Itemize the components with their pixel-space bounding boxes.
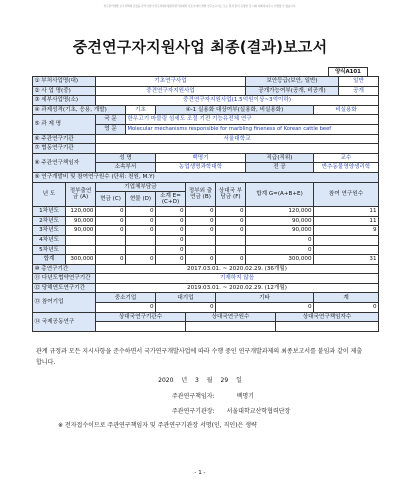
cost-cash: 0 — [96, 216, 126, 226]
page-number: - 1 - — [194, 470, 206, 476]
large-corp-header: 대기업 — [156, 293, 216, 303]
cost-total: 0 — [246, 235, 314, 245]
cost-other: 0 — [216, 216, 246, 226]
lead-institution-label: ⑥ 주관연구기관 — [33, 134, 96, 144]
row-co-institution — [33, 144, 379, 154]
korean-title-value: 한우고기 마블링 섬세도 조절 기전 기능유전체 연구 — [126, 115, 379, 125]
sme-header: 중소기업 — [96, 293, 156, 303]
cost-year: 2차년도 — [33, 216, 66, 226]
cost-other: 0 — [216, 226, 246, 236]
cost-people: 9 — [314, 226, 379, 236]
cost-cash — [96, 235, 126, 245]
project-type-value: 기초 — [126, 105, 156, 115]
cost-gov — [66, 245, 96, 255]
cost-subtotal: 0 — [156, 216, 186, 226]
large-corp-value: 0 — [156, 303, 216, 313]
cost-gov: 90,000 — [66, 216, 96, 226]
header-note: 연구관리개발 보고서해제 표명을 관리기관이 연구과제수행결과관리과제의 기조사에서 개발 연구보고서는 또는 결과 말이 유명한 것 이외 제외하여주시 수행할 수 없습니다. — [103, 5, 297, 8]
disclosure-value: 공개 — [339, 86, 379, 96]
multiyear-period-value: 기재하지 않음 — [96, 274, 379, 284]
row-pi-name — [33, 153, 379, 163]
cost-local: 0 — [186, 226, 216, 236]
cash-header: 현금 (C) — [96, 192, 126, 207]
partner-researcher-value — [186, 322, 276, 332]
cost-inkind: 0 — [126, 207, 156, 217]
cost-people: 11 — [314, 207, 379, 217]
sum-total: 300,000 — [246, 255, 314, 265]
pi-major-label: 전 공 — [246, 163, 314, 173]
pi-label: ⑧ 주관연구책임자 — [33, 153, 96, 172]
cost-local — [186, 235, 216, 245]
row-current-period — [33, 283, 379, 293]
pi-signature-label: 주관연구책임자: — [172, 393, 215, 400]
row-lead-institution — [33, 134, 379, 144]
institution-signature-line — [172, 406, 290, 415]
cost-total: 90,000 — [246, 226, 314, 236]
partner-institution-header: 상대국연구기관수 — [96, 312, 186, 322]
cost-total: 0 — [246, 245, 314, 255]
row-cost-section — [33, 172, 379, 182]
pi-dept-label: 소속부서 — [96, 163, 156, 173]
date-month: 3 — [195, 377, 199, 384]
lead-institution-value: 서울대학교 — [96, 134, 379, 144]
ministry-program-label: ① 부처사업명(대) — [33, 77, 96, 87]
cost-gov: 90,000 — [66, 226, 96, 236]
cost-total: 120,000 — [246, 207, 314, 217]
sme-value: 0 — [96, 303, 156, 313]
partner-pi-header: 상대국연구책임자수 — [276, 312, 379, 322]
footnote: ※ 전자접수이므로 주관연구책임자 및 주관연구기관장 서명(인, 직인)은 생략 — [58, 422, 257, 429]
cost-gov: 120,000 — [66, 207, 96, 217]
subtotal-header: 소계 E=(C+D) — [156, 192, 186, 207]
participating-label: ⑬ 참여기업 — [33, 293, 96, 312]
row-cost-header-1 — [33, 182, 379, 192]
sum-cash: 0 — [96, 255, 126, 265]
cost-row — [33, 207, 379, 217]
security-level-label: 보안등급(보안, 일반) — [246, 77, 339, 87]
partner-pi-value — [276, 322, 379, 332]
multiyear-period-label: ⑪ 다년도협약연구기간 — [33, 274, 96, 284]
pi-position-label: 직급(직위) — [246, 153, 314, 163]
pi-signature-name: 백명기 — [236, 393, 254, 400]
total-header: 합계 G=(A+B+E) — [246, 182, 314, 207]
cost-inkind: 0 — [126, 226, 156, 236]
cost-row — [33, 226, 379, 236]
gov-header: 정부출연금 (A) — [66, 182, 96, 207]
sum-subtotal: 0 — [156, 255, 186, 265]
cost-year: 3차년도 — [33, 226, 66, 236]
cost-row — [33, 216, 379, 226]
corp-header: 기업체부담금 — [96, 182, 186, 192]
year-header: 년 도 — [33, 182, 66, 207]
cost-other: 0 — [216, 207, 246, 217]
cost-subtotal: 0 — [156, 245, 186, 255]
corp-total-value: 0 — [314, 303, 379, 313]
cost-year: 4차년도 — [33, 235, 66, 245]
local-header: 정부외 출연금 (B) — [186, 182, 216, 207]
row-ministry-program — [33, 77, 379, 87]
pi-dept-value: 농업생명과학대학 — [156, 163, 246, 173]
cost-cash: 0 — [96, 207, 126, 217]
form-label: 양식A101 — [328, 67, 368, 77]
disclosure-label: 공개가능여부(공개, 비공개) — [246, 86, 339, 96]
row-participating-header — [33, 293, 379, 303]
project-type-label: ④ 과제성격(기초, 응용, 개발) — [33, 105, 126, 115]
practical-use-value: 비실용화 — [314, 105, 379, 115]
english-title-value: Molecular mechanisms responsible for marbling fineness of Korean cattle beef — [126, 124, 379, 134]
cost-cash — [96, 245, 126, 255]
co-institution-label: ⑦ 협동연구기관 — [33, 144, 96, 154]
date-year: 2020 — [158, 377, 174, 384]
security-level-value: 일반 — [339, 77, 379, 87]
cost-inkind: 0 — [126, 216, 156, 226]
inkind-header: 현물 (D) — [126, 192, 156, 207]
corp-total-header: 계 — [314, 293, 379, 303]
pi-name-value: 백명기 — [156, 153, 246, 163]
cost-cash: 0 — [96, 226, 126, 236]
row-program-name — [33, 86, 379, 96]
english-title-label: 영 문 — [96, 124, 126, 134]
cost-other — [216, 245, 246, 255]
current-period-value: 2019.03.01. ~ 2020.02.29. (12개월) — [96, 283, 379, 293]
cost-subtotal: 0 — [156, 226, 186, 236]
program-name-label: ② 사 업 명(중) — [33, 86, 96, 96]
row-project-title-kr — [33, 115, 379, 125]
cost-year: 1차년도 — [33, 207, 66, 217]
row-intl-header — [33, 312, 379, 322]
pi-name-label: 성 명 — [96, 153, 156, 163]
sum-other: 0 — [216, 255, 246, 265]
cost-people — [314, 235, 379, 245]
current-period-label: ⑫ 당해연도연구기간 — [33, 283, 96, 293]
sum-gov: 300,000 — [66, 255, 96, 265]
institution-signature-label: 주관연구기관장: — [172, 408, 215, 415]
cost-people — [314, 245, 379, 255]
practical-use-label: ④-1 실용화 대상여부(실용화, 비실용화) — [156, 105, 314, 115]
cost-total: 90,000 — [246, 216, 314, 226]
cost-year: 5차년도 — [33, 245, 66, 255]
cost-section-label: ⑨ 연구개발비 및 참여연구원수 (단위: 천원, M.Y) — [33, 172, 379, 182]
cost-row — [33, 245, 379, 255]
date-month-unit: 월 — [206, 377, 213, 384]
partner-researcher-header: 상대국연구원수 — [186, 312, 276, 322]
sub-program-label: ③ 세부사업명(소) — [33, 96, 96, 106]
cost-inkind — [126, 245, 156, 255]
institution-signature-name: 서울대학교산학협력단장 — [226, 408, 291, 415]
sum-year: 합계 — [33, 255, 66, 265]
date-day-unit: 일 — [236, 377, 242, 384]
pi-signature-line — [172, 391, 254, 400]
cost-local: 0 — [186, 216, 216, 226]
cost-subtotal: 0 — [156, 207, 186, 217]
sum-inkind: 0 — [126, 255, 156, 265]
co-institution-value — [96, 144, 379, 154]
partner-institution-value — [96, 322, 186, 332]
submission-date — [0, 375, 400, 384]
submission-statement: 관계 규정과 모든 지시사항을 준수하면서 국가연구개발사업에 따라 수행 중인 연구개발과제의 최종보고서를 붙임과 같이 제출 합니다. — [36, 348, 363, 366]
intl-label: ⑭ 국제공동연구 — [33, 312, 96, 331]
cost-people: 11 — [314, 216, 379, 226]
people-header: 참여 연구원수 — [314, 182, 379, 207]
cost-row — [33, 235, 379, 245]
page-title: 중견연구자지원사업 최종(결과)보고서 — [72, 38, 328, 56]
date-day: 29 — [220, 377, 229, 384]
cost-other — [216, 235, 246, 245]
cost-inkind — [126, 235, 156, 245]
cost-gov — [66, 235, 96, 245]
pi-major-value: 반추동물영양생리학 — [314, 163, 379, 173]
other-corp-value: 0 — [216, 303, 314, 313]
total-period-value: 2017.03.01. ~ 2020.02.29. (36개월) — [96, 264, 379, 274]
sum-local: 0 — [186, 255, 216, 265]
row-project-type — [33, 105, 379, 115]
project-title-label: ⑤ 과 제 명 — [33, 115, 96, 134]
cost-local — [186, 245, 216, 255]
cost-subtotal: 0 — [156, 235, 186, 245]
report-form-table — [32, 76, 379, 332]
sum-people: 31 — [314, 255, 379, 265]
other-header: 상대국 부담금 (F) — [216, 182, 246, 207]
ministry-program-value: 기초연구사업 — [96, 77, 246, 87]
other-corp-header: 기타 — [216, 293, 314, 303]
row-multiyear-period — [33, 274, 379, 284]
row-total-period — [33, 264, 379, 274]
cost-local: 0 — [186, 207, 216, 217]
row-sub-program — [33, 96, 379, 106]
date-year-unit: 년 — [181, 377, 188, 384]
korean-title-label: 국 문 — [96, 115, 126, 125]
sub-program-value: 중견연구자지원사업(1.5억원이상~3억이하) — [96, 96, 379, 106]
program-name-value: 중견연구자지원사업 — [96, 86, 246, 96]
pi-position-value: 교수 — [314, 153, 379, 163]
cost-sum-row — [33, 255, 379, 265]
total-period-label: ⑩ 총연구기간 — [33, 264, 96, 274]
